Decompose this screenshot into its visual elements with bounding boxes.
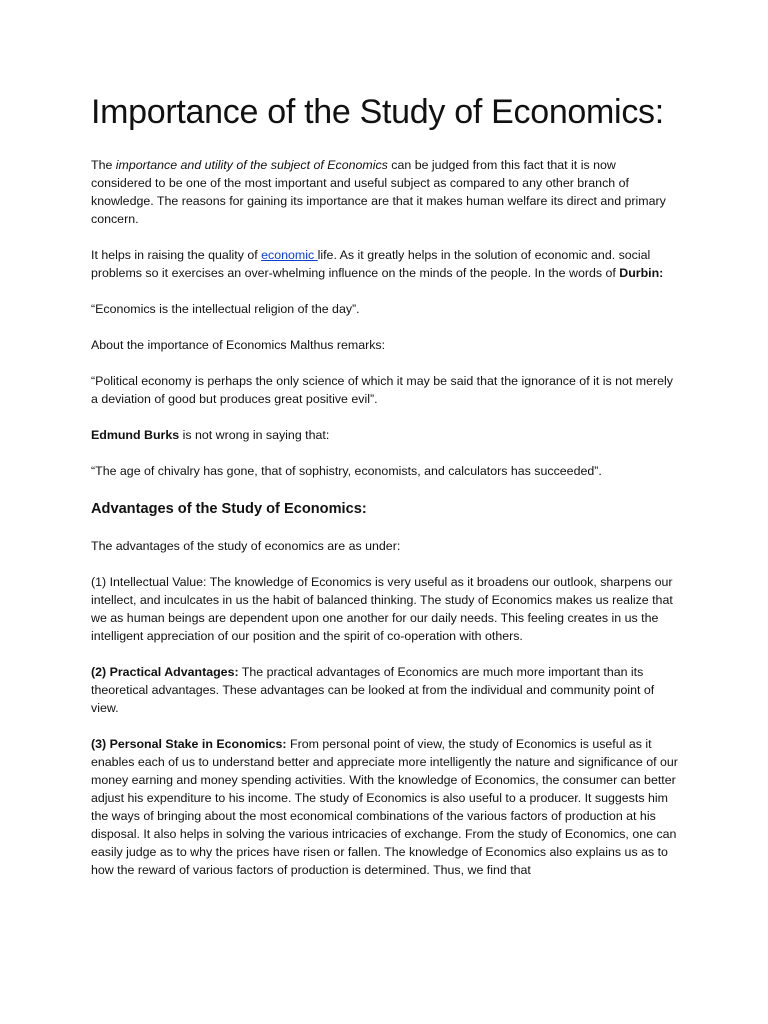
bold-lead: (3) Personal Stake in Economics: [91,737,287,751]
economic-link[interactable]: economic [261,248,318,262]
paragraph-text: life. As it greatly helps in the solution of economic and. social problems so it exercises an over-whelming influence on the minds of the people. In the words of [91,248,651,280]
paragraph-importance [91,156,678,228]
bold-lead: (2) Practical Advantages: [91,665,239,679]
paragraph-text: From personal point of view, the study of Economics is useful as it enables each of us to understand better and appreciate more intelligently the nature and significance of our money earning and money spending activities. With the knowledge of Economics, the consumer can better adjust his expenditure to his income. The study of Economics is also useful to a producer. It suggests him the ways of bringing about the most economical combinations of the various factors of production at his disposal. It also helps in solving the various intricacies of exchange. From the study of Economics, one can easily judge as to why the prices have risen or fallen. The knowledge of Economics also explains us as to how the reward of various factors of production is determined. Thus, we find that [91,737,678,877]
quote-durbin: “Economics is the intellectual religion of the day”. [91,302,360,316]
paragraph-personal-stake [91,735,678,879]
paragraph-text: can be judged from this fact that it is now considered to be one of the most important and useful subject as compared to any other branch of knowledge. The reasons for gaining its importance are that it makes human welfare its direct and primary concern. [91,158,666,226]
paragraph-text: The practical advantages of Economics are much more important than its theoretical advantages. These advantages can be looked at from the individual and community point of view. [91,665,655,715]
page-title: Importance of the Study of Economics: [91,93,664,131]
paragraph-practical-advantages [91,663,678,717]
paragraph-malthus: About the importance of Economics Malthus remarks: [91,338,386,352]
bold-name: Durbin: [619,266,664,280]
paragraph-text: is not wrong in saying that: [179,428,330,442]
quote-malthus: “Political economy is perhaps the only science of which it may be said that the ignorance of it is not merely a deviation of good but produces great positive evil”. [91,374,673,406]
paragraph-advantages-intro: The advantages of the study of economics are as under: [91,539,401,553]
paragraph-intellectual-value: (1) Intellectual Value: The knowledge of Economics is very useful as it broadens our outlook, sharpens our intellect, and inculcates in us the habit of balanced thinking. The study of Economics makes us realize that we as human beings are dependent upon one another for our daily needs. This feeling creates in us the intelligent appreciation of our position and the spirit of co-operation with others. [91,575,673,643]
bold-name: Edmund Burks [91,428,180,442]
paragraph-quality [91,246,678,282]
quote-burks: “The age of chivalry has gone, that of sophistry, economists, and calculators has succeeded”. [91,464,602,478]
paragraph-text: The [91,158,116,172]
section-heading-advantages: Advantages of the Study of Economics: [91,501,367,517]
paragraph-text: It helps in raising the quality of [91,248,262,262]
paragraph-burks [91,426,678,444]
emphasis-text: importance and utility of the subject of Economics [115,158,388,172]
